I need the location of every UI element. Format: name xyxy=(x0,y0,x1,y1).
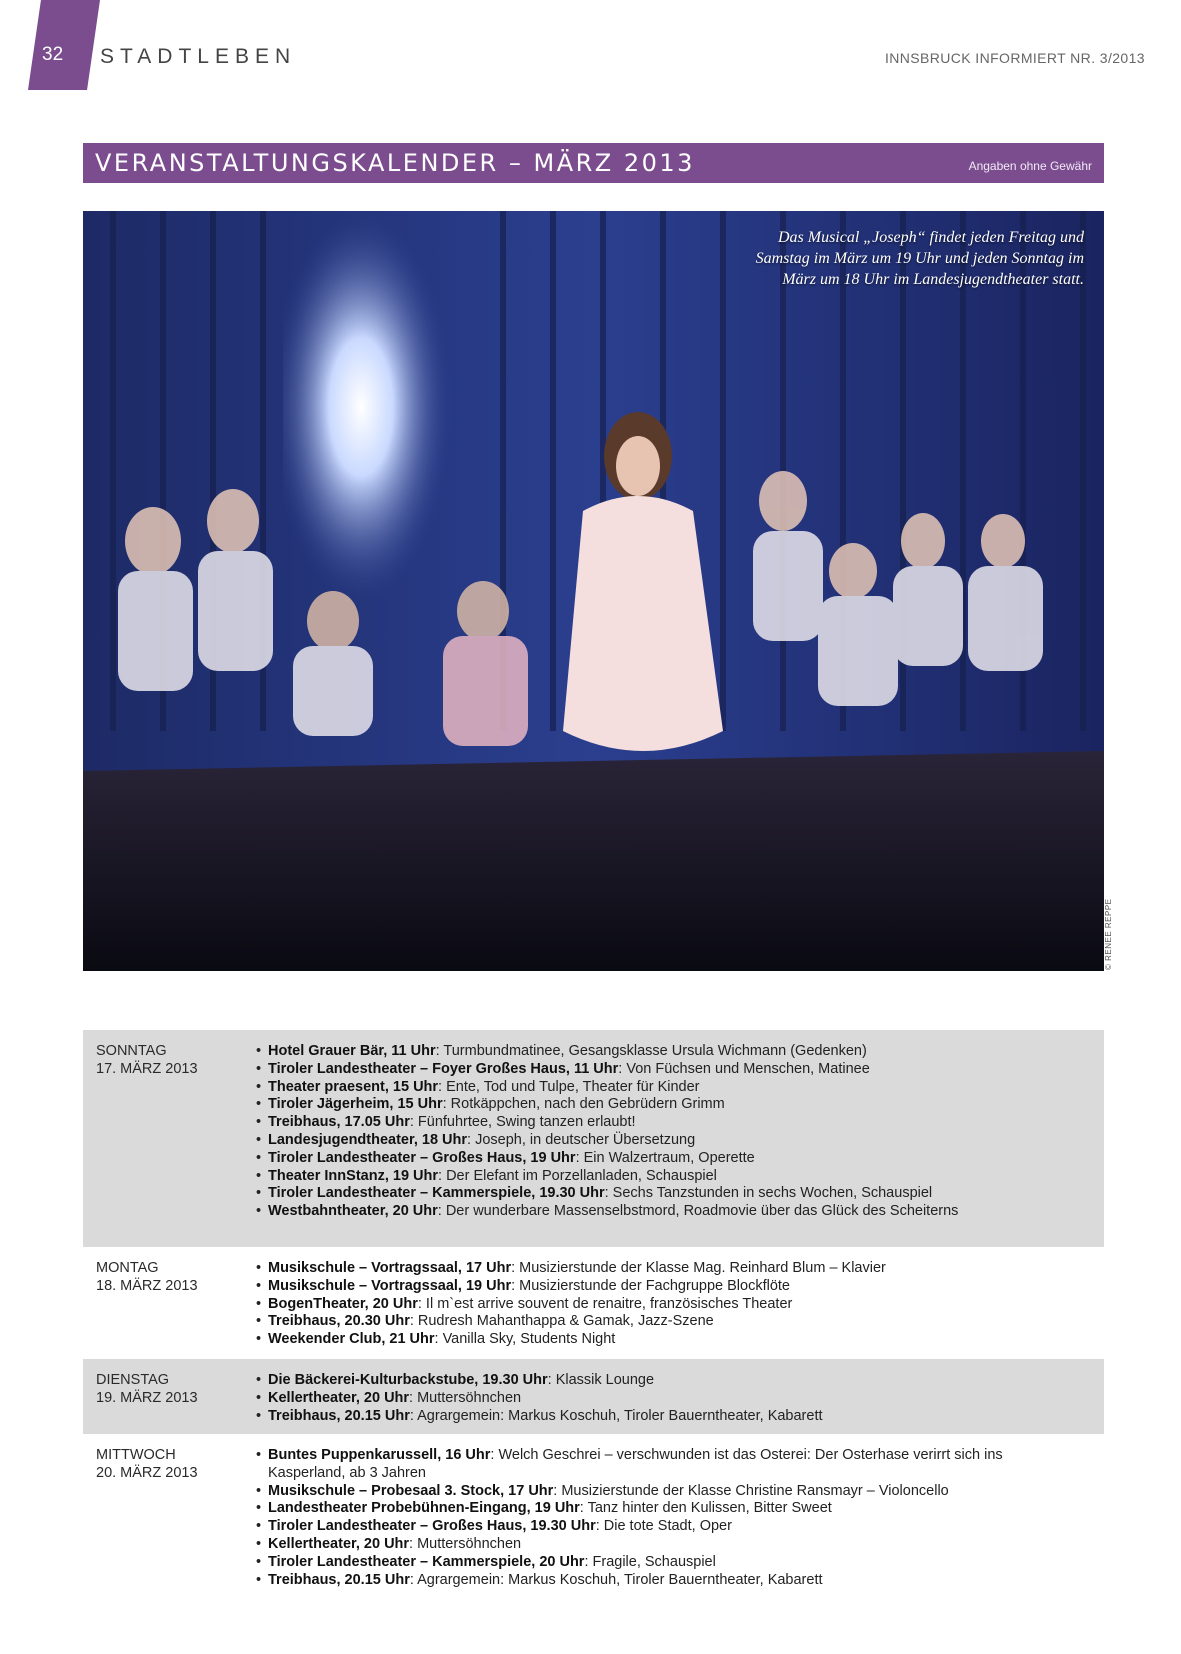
calendar-banner xyxy=(83,143,1104,183)
list-item xyxy=(256,1260,1016,1278)
event-list xyxy=(256,1447,1016,1593)
list-item xyxy=(256,1168,1016,1186)
weekday: SONNTAG xyxy=(96,1043,167,1059)
photo-credit: © RENEE REPPE xyxy=(1104,898,1113,970)
day-label xyxy=(96,1043,256,1235)
list-item xyxy=(256,1536,1016,1554)
musical-photo xyxy=(83,211,1104,971)
stage-scene-image xyxy=(83,211,1104,971)
list-item xyxy=(256,1483,1016,1501)
event-description: : Fragile, Schauspiel xyxy=(584,1553,716,1570)
event-description: : Der Elefant im Porzellanladen, Schauspiel xyxy=(438,1167,717,1184)
event-description: : Ente, Tod und Tulpe, Theater für Kinder xyxy=(438,1078,700,1095)
event-description: : Musizierstunde der Klasse Christine Ransmayr – Violoncello xyxy=(553,1482,949,1499)
event-venue: Weekender Club, 21 Uhr xyxy=(268,1331,435,1348)
list-item xyxy=(256,1114,1016,1132)
list-item xyxy=(256,1500,1016,1518)
event-venue: Westbahntheater, 20 Uhr xyxy=(268,1203,438,1220)
event-list xyxy=(256,1372,1016,1422)
event-description: : Ein Walzertraum, Operette xyxy=(575,1149,755,1166)
event-venue: Kellertheater, 20 Uhr xyxy=(268,1389,410,1406)
day-block xyxy=(83,1434,1104,1605)
section-title: STADTLEBEN xyxy=(100,45,297,68)
list-item xyxy=(256,1096,1016,1114)
event-venue: BogenTheater, 20 Uhr xyxy=(268,1295,418,1312)
event-venue: Treibhaus, 20.15 Uhr xyxy=(268,1407,410,1424)
event-description: : Von Füchsen und Menschen, Matinee xyxy=(618,1060,870,1077)
event-venue: Musikschule – Vortragssaal, 19 Uhr xyxy=(268,1277,512,1294)
event-description: : Musizierstunde der Klasse Mag. Reinhard Blum – Klavier xyxy=(511,1260,886,1276)
event-description: : Il m`est arrive souvent de renaitre, französisches Theater xyxy=(417,1295,793,1312)
event-venue: Tiroler Landestheater – Foyer Großes Haus, 11 Uhr xyxy=(268,1060,619,1077)
event-venue: Landestheater Probebühnen-Eingang, 19 Uhr xyxy=(268,1500,580,1517)
list-item xyxy=(256,1313,1016,1331)
list-item xyxy=(256,1185,1016,1203)
event-venue: Tiroler Landestheater – Großes Haus, 19.30 Uhr xyxy=(268,1518,596,1535)
event-venue: Tiroler Landestheater – Großes Haus, 19 Uhr xyxy=(268,1149,576,1166)
event-description: : Rudresh Mahanthappa & Gamak, Jazz-Szene xyxy=(409,1313,714,1330)
event-venue: Treibhaus, 17.05 Uhr xyxy=(268,1114,410,1131)
event-description: : Sechs Tanzstunden in sechs Wochen, Schauspiel xyxy=(604,1185,933,1202)
event-description: : Agrargemein: Markus Koschuh, Tiroler Bauerntheater, Kabarett xyxy=(409,1571,823,1588)
list-item xyxy=(256,1331,1016,1349)
day-block xyxy=(83,1030,1104,1247)
date: 20. MÄRZ 2013 xyxy=(96,1464,198,1481)
event-description: : Agrargemein: Markus Koschuh, Tiroler Bauerntheater, Kabarett xyxy=(409,1407,823,1424)
page-number: 32 xyxy=(42,44,64,65)
event-venue: Musikschule – Probesaal 3. Stock, 17 Uhr xyxy=(268,1482,554,1499)
list-item xyxy=(256,1061,1016,1079)
list-item xyxy=(256,1572,1016,1590)
event-venue: Treibhaus, 20.30 Uhr xyxy=(268,1313,410,1330)
list-item xyxy=(256,1296,1016,1314)
event-description: : Turmbundmatinee, Gesangsklasse Ursula Wichmann (Gedenken) xyxy=(435,1043,867,1059)
photo-caption: Das Musical „Joseph“ findet jeden Freitag und Samstag im März um 19 Uhr und jeden Sonntag im März um 18 Uhr im Landesjugendtheater statt. xyxy=(755,229,1084,288)
date: 18. MÄRZ 2013 xyxy=(96,1277,198,1294)
list-item xyxy=(256,1408,1016,1426)
event-list xyxy=(256,1043,1016,1235)
list-item xyxy=(256,1390,1016,1408)
event-description: : Fünfuhrtee, Swing tanzen erlaubt! xyxy=(409,1114,636,1131)
event-description: : Welch Geschrei – verschwunden ist das Osterei: Der Osterhase verirrt sich ins Kasperland, ab 3 Jahren xyxy=(268,1447,1003,1481)
event-venue: Die Bäckerei-Kulturbackstube, 19.30 Uhr xyxy=(268,1372,548,1388)
weekday: MONTAG xyxy=(96,1260,159,1276)
event-venue: Theater praesent, 15 Uhr xyxy=(268,1078,439,1095)
list-item xyxy=(256,1079,1016,1097)
day-block xyxy=(83,1247,1104,1359)
list-item xyxy=(256,1043,1016,1061)
event-description: : Die tote Stadt, Oper xyxy=(595,1518,732,1535)
list-item xyxy=(256,1278,1016,1296)
date: 19. MÄRZ 2013 xyxy=(96,1389,198,1406)
event-venue: Buntes Puppenkarussell, 16 Uhr xyxy=(268,1447,491,1463)
event-description: : Muttersöhnchen xyxy=(409,1389,522,1406)
day-label xyxy=(96,1260,256,1347)
day-block xyxy=(83,1359,1104,1434)
event-venue: Treibhaus, 20.15 Uhr xyxy=(268,1571,410,1588)
list-item xyxy=(256,1372,1016,1390)
day-label xyxy=(96,1372,256,1422)
list-item xyxy=(256,1203,1016,1221)
disclaimer-note: Angaben ohne Gewähr xyxy=(968,159,1092,173)
event-venue: Hotel Grauer Bär, 11 Uhr xyxy=(268,1043,436,1059)
event-venue: Kellertheater, 20 Uhr xyxy=(268,1535,410,1552)
event-description: : Muttersöhnchen xyxy=(409,1535,522,1552)
list-item xyxy=(256,1132,1016,1150)
event-description: : Joseph, in deutscher Übersetzung xyxy=(467,1131,696,1148)
date: 17. MÄRZ 2013 xyxy=(96,1060,198,1077)
event-venue: Tiroler Jägerheim, 15 Uhr xyxy=(268,1096,443,1113)
list-item xyxy=(256,1150,1016,1168)
event-venue: Landesjugendtheater, 18 Uhr xyxy=(268,1131,468,1148)
list-item xyxy=(256,1554,1016,1572)
weekday: DIENSTAG xyxy=(96,1372,170,1388)
event-description: : Vanilla Sky, Students Night xyxy=(434,1331,616,1348)
event-calendar xyxy=(83,1030,1104,1605)
event-description: : Der wunderbare Massenselbstmord, Roadmovie über das Glück des Scheiterns xyxy=(437,1203,959,1220)
issue-label: INNSBRUCK INFORMIERT NR. 3/2013 xyxy=(884,50,1145,66)
event-venue: Theater InnStanz, 19 Uhr xyxy=(268,1167,439,1184)
list-item xyxy=(256,1447,1016,1483)
event-description: : Tanz hinter den Kulissen, Bitter Sweet xyxy=(579,1500,832,1517)
event-venue: Tiroler Landestheater – Kammerspiele, 20 Uhr xyxy=(268,1553,585,1570)
day-label xyxy=(96,1447,256,1593)
weekday: MITTWOCH xyxy=(96,1447,176,1463)
event-venue: Musikschule – Vortragssaal, 17 Uhr xyxy=(268,1260,512,1276)
event-venue: Tiroler Landestheater – Kammerspiele, 19.30 Uhr xyxy=(268,1185,605,1202)
event-description: : Rotkäppchen, nach den Gebrüdern Grimm xyxy=(442,1096,725,1113)
page-tab xyxy=(28,0,100,90)
event-list xyxy=(256,1260,1016,1347)
event-description: : Klassik Lounge xyxy=(547,1372,655,1388)
calendar-title: VERANSTALTUNGSKALENDER – MÄRZ 2013 xyxy=(95,149,695,177)
event-description: : Musizierstunde der Fachgruppe Blockflöte xyxy=(511,1277,790,1294)
list-item xyxy=(256,1518,1016,1536)
